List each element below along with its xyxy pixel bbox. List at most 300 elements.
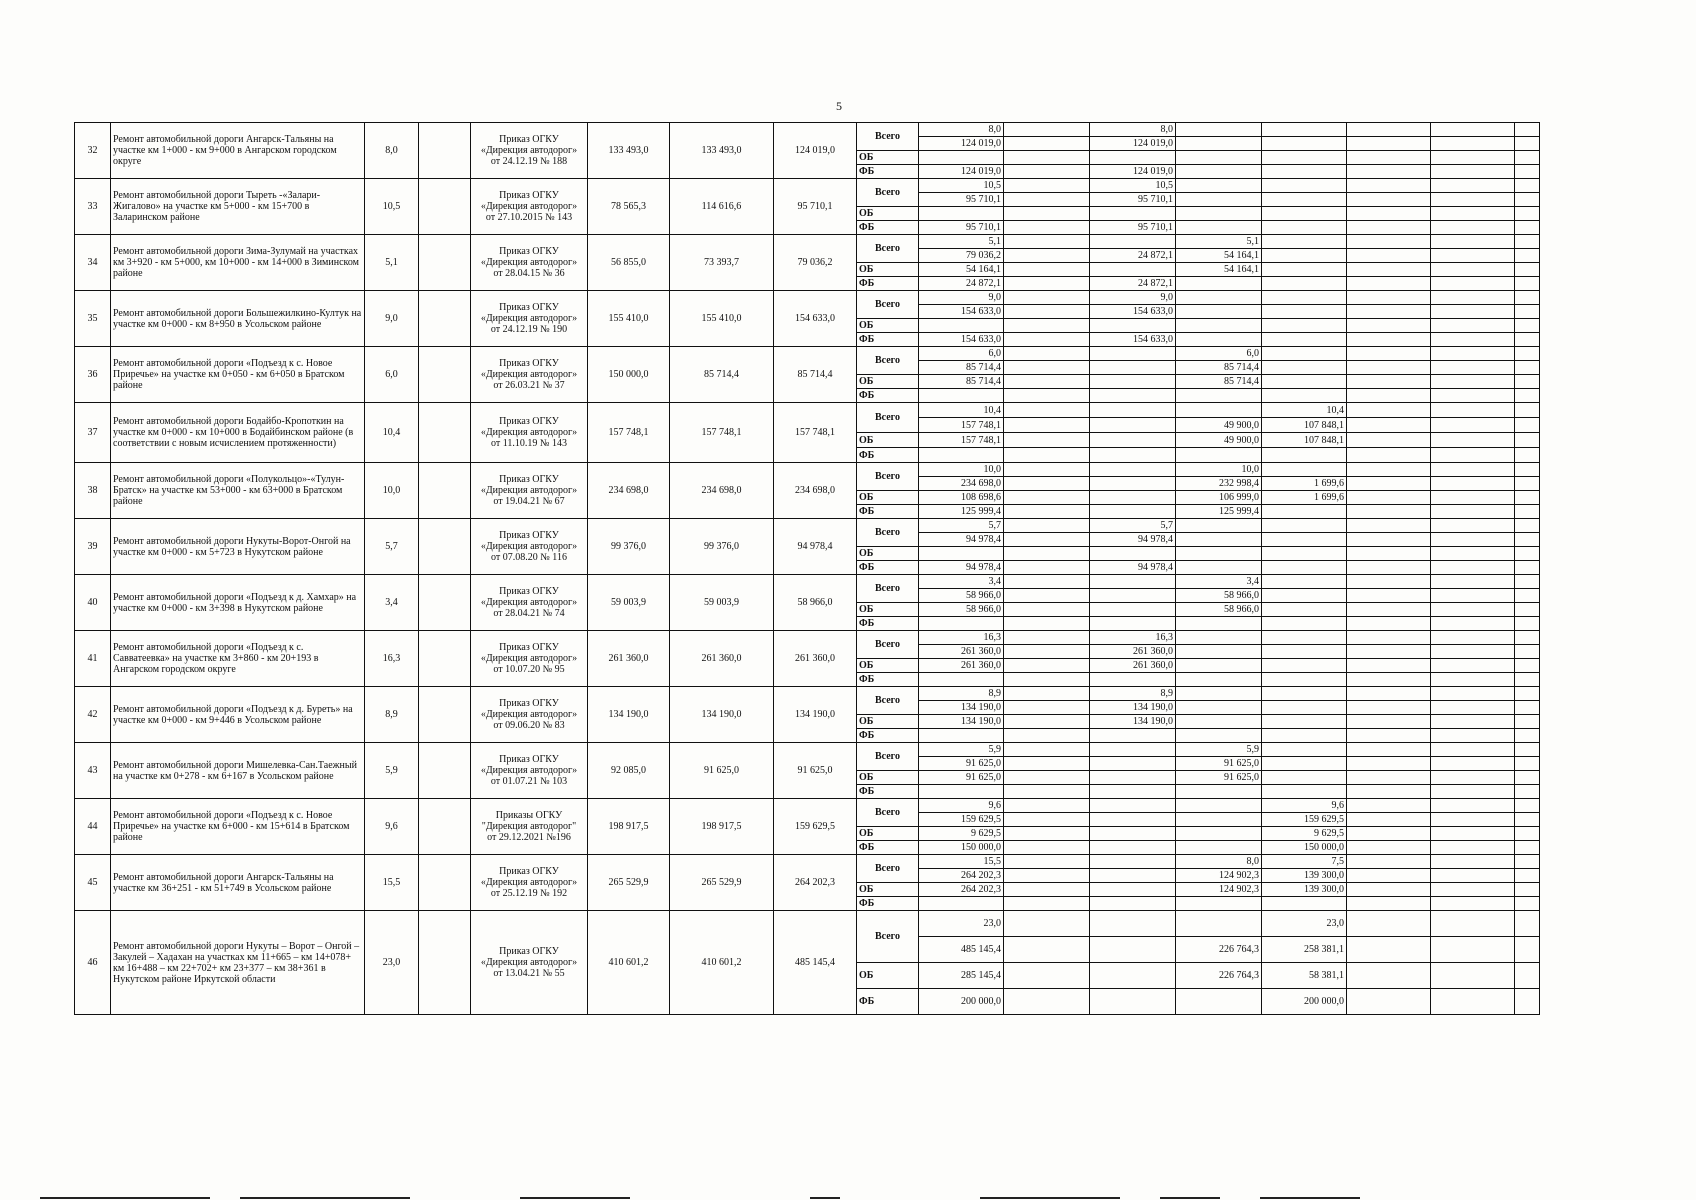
amount-cell	[919, 673, 1004, 687]
amount-cell	[1090, 743, 1176, 757]
funding-source-label: ОБ	[857, 491, 919, 505]
order-line: от 19.04.21 № 67	[493, 496, 565, 507]
amount-cell: 8,9	[919, 687, 1004, 701]
amount-cell	[1431, 519, 1515, 533]
amount-cell	[1004, 589, 1090, 603]
amount-cell	[1515, 207, 1540, 221]
value-1: 92 085,0	[588, 743, 670, 799]
amount-cell	[1176, 151, 1262, 165]
value-2: 134 190,0	[670, 687, 774, 743]
amount-cell	[1347, 151, 1431, 165]
amount-cell	[1431, 645, 1515, 659]
amount-cell	[1176, 631, 1262, 645]
funding-source-label: ОБ	[857, 433, 919, 448]
amount-cell	[1090, 547, 1176, 561]
amount-cell	[1176, 319, 1262, 333]
amount-cell	[1090, 347, 1176, 361]
order-line: от 11.10.19 № 143	[491, 438, 567, 449]
amount-cell: 154 633,0	[919, 333, 1004, 347]
amount-cell	[1262, 347, 1347, 361]
amount-cell	[1347, 389, 1431, 403]
amount-cell	[1262, 519, 1347, 533]
amount-cell	[1347, 659, 1431, 673]
amount-cell	[1176, 389, 1262, 403]
amount-cell	[1176, 533, 1262, 547]
amount-cell	[1004, 477, 1090, 491]
amount-cell	[1262, 221, 1347, 235]
amount-cell	[1431, 433, 1515, 448]
amount-cell	[1176, 813, 1262, 827]
amount-cell	[1090, 463, 1176, 477]
blank-cell	[419, 631, 471, 687]
amount-cell	[1090, 799, 1176, 813]
amount-cell	[1090, 897, 1176, 911]
amount-cell	[1347, 771, 1431, 785]
funding-source-label: ОБ	[857, 715, 919, 729]
amount-cell	[1090, 433, 1176, 448]
road-name: Ремонт автомобильной дороги «Подъезд к д. Хамхар» на участке км 0+000 - км 3+398 в Нукутском районе	[111, 575, 365, 631]
amount-cell: 23,0	[919, 911, 1004, 937]
order-reference	[471, 519, 588, 575]
amount-cell	[1431, 463, 1515, 477]
amount-cell	[1347, 813, 1431, 827]
amount-cell: 24 872,1	[919, 277, 1004, 291]
amount-cell	[1515, 249, 1540, 263]
amount-cell	[1262, 715, 1347, 729]
amount-cell	[1431, 263, 1515, 277]
value-1: 99 376,0	[588, 519, 670, 575]
amount-cell: 85 714,4	[919, 361, 1004, 375]
order-reference	[471, 347, 588, 403]
amount-cell	[1176, 277, 1262, 291]
amount-cell	[1431, 659, 1515, 673]
value-1: 265 529,9	[588, 855, 670, 911]
amount-cell	[1347, 883, 1431, 897]
amount-cell	[1431, 333, 1515, 347]
amount-cell	[1262, 277, 1347, 291]
amount-cell	[1515, 701, 1540, 715]
amount-cell	[1431, 123, 1515, 137]
amount-cell	[1004, 785, 1090, 799]
amount-cell	[1090, 403, 1176, 418]
funding-source-label: Всего	[857, 463, 919, 491]
amount-cell	[1347, 645, 1431, 659]
amount-cell	[1090, 757, 1176, 771]
table-row	[75, 631, 1540, 645]
funding-source-label: ФБ	[857, 165, 919, 179]
amount-cell	[1004, 375, 1090, 389]
amount-cell	[1431, 235, 1515, 249]
amount-cell	[1262, 743, 1347, 757]
amount-cell	[1515, 333, 1540, 347]
amount-cell	[1431, 277, 1515, 291]
amount-cell: 9,6	[919, 799, 1004, 813]
amount-cell: 159 629,5	[1262, 813, 1347, 827]
amount-cell: 95 710,1	[919, 193, 1004, 207]
amount-cell	[1515, 911, 1540, 937]
amount-cell	[1090, 263, 1176, 277]
amount-cell	[1176, 729, 1262, 743]
amount-cell	[1431, 687, 1515, 701]
amount-cell	[1262, 785, 1347, 799]
amount-cell	[1004, 603, 1090, 617]
amount-cell	[1431, 505, 1515, 519]
amount-cell	[1176, 333, 1262, 347]
amount-cell	[1262, 561, 1347, 575]
amount-cell: 54 164,1	[1176, 249, 1262, 263]
road-name: Ремонт автомобильной дороги «Подъезд к д. Буреть» на участке км 0+000 - км 9+446 в Усольском районе	[111, 687, 365, 743]
amount-cell	[919, 448, 1004, 463]
amount-cell	[1004, 673, 1090, 687]
amount-cell	[1515, 123, 1540, 137]
amount-cell	[1004, 813, 1090, 827]
funding-source-label: Всего	[857, 235, 919, 263]
funding-source-label: ФБ	[857, 673, 919, 687]
amount-cell	[1004, 305, 1090, 319]
order-line: Приказ ОГКУ	[499, 698, 559, 709]
order-line: от 10.07.20 № 95	[493, 664, 565, 675]
table-row	[75, 235, 1540, 249]
value-3: 94 978,4	[774, 519, 857, 575]
row-number: 39	[75, 519, 111, 575]
amount-cell	[1262, 687, 1347, 701]
amount-cell: 94 978,4	[1090, 561, 1176, 575]
amount-cell	[1431, 193, 1515, 207]
amount-cell	[1515, 463, 1540, 477]
amount-cell	[1176, 519, 1262, 533]
amount-cell	[1347, 165, 1431, 179]
amount-cell	[1347, 263, 1431, 277]
amount-cell	[1176, 123, 1262, 137]
amount-cell	[1515, 869, 1540, 883]
amount-cell	[1004, 869, 1090, 883]
amount-cell	[1347, 463, 1431, 477]
amount-cell	[1515, 418, 1540, 433]
amount-cell: 16,3	[919, 631, 1004, 645]
amount-cell	[1176, 841, 1262, 855]
amount-cell	[1004, 319, 1090, 333]
road-name: Ремонт автомобильной дороги Зима-Зулумай на участках км 3+920 - км 5+000, км 10+000 - км 14+000 в Зиминском районе	[111, 235, 365, 291]
amount-cell: 58 966,0	[1176, 603, 1262, 617]
amount-cell	[1347, 841, 1431, 855]
amount-cell	[1262, 757, 1347, 771]
amount-cell	[1004, 491, 1090, 505]
amount-cell	[1090, 911, 1176, 937]
funding-source-label: ОБ	[857, 263, 919, 277]
amount-cell	[1004, 505, 1090, 519]
order-line: от 26.03.21 № 37	[493, 380, 565, 391]
order-line: «Дирекция автодорог»	[480, 765, 578, 776]
amount-cell	[1262, 631, 1347, 645]
amount-cell	[919, 729, 1004, 743]
amount-cell: 58 966,0	[919, 589, 1004, 603]
amount-cell	[1431, 589, 1515, 603]
amount-cell	[1347, 347, 1431, 361]
order-line: Приказ ОГКУ	[499, 946, 559, 957]
amount-cell: 5,1	[919, 235, 1004, 249]
amount-cell	[1262, 249, 1347, 263]
amount-cell	[1515, 403, 1540, 418]
amount-cell	[1431, 799, 1515, 813]
amount-cell	[1262, 389, 1347, 403]
amount-cell	[1347, 193, 1431, 207]
amount-cell	[1431, 137, 1515, 151]
amount-cell	[1347, 687, 1431, 701]
order-line: от 27.10.2015 № 143	[485, 212, 573, 223]
amount-cell	[1176, 165, 1262, 179]
funding-source-label: Всего	[857, 403, 919, 433]
funding-source-label: ОБ	[857, 883, 919, 897]
road-name: Ремонт автомобильной дороги Бодайбо-Кропоткин на участке км 0+000 - км 10+000 в Бодайбинском районе (в соответствии с новым исчислением протяженности)	[111, 403, 365, 463]
amount-cell	[1347, 937, 1431, 963]
amount-cell: 8,0	[919, 123, 1004, 137]
row-number: 44	[75, 799, 111, 855]
funding-source-label: Всего	[857, 743, 919, 771]
order-line: «Дирекция автодорог»	[480, 369, 578, 380]
amount-cell	[1431, 165, 1515, 179]
amount-cell	[1347, 989, 1431, 1015]
amount-cell: 134 190,0	[919, 701, 1004, 715]
amount-cell	[1515, 575, 1540, 589]
amount-cell	[1431, 491, 1515, 505]
amount-cell: 285 145,4	[919, 963, 1004, 989]
amount-cell	[1431, 701, 1515, 715]
amount-cell: 23,0	[1262, 911, 1347, 937]
order-reference	[471, 743, 588, 799]
funding-source-label: ФБ	[857, 333, 919, 347]
funding-source-label: ФБ	[857, 785, 919, 799]
amount-cell: 94 978,4	[1090, 533, 1176, 547]
road-length: 9,0	[365, 291, 419, 347]
amount-cell: 159 629,5	[919, 813, 1004, 827]
value-2: 410 601,2	[670, 911, 774, 1015]
amount-cell	[1262, 448, 1347, 463]
amount-cell: 5,7	[919, 519, 1004, 533]
amount-cell	[1515, 687, 1540, 701]
amount-cell: 85 714,4	[1176, 361, 1262, 375]
order-line: «Дирекция автодорог»	[480, 957, 578, 968]
amount-cell	[1515, 235, 1540, 249]
order-reference	[471, 575, 588, 631]
amount-cell	[1090, 869, 1176, 883]
amount-cell	[1004, 575, 1090, 589]
funding-source-label: Всего	[857, 179, 919, 207]
amount-cell	[1176, 989, 1262, 1015]
amount-cell: 264 202,3	[919, 869, 1004, 883]
funding-source-label: ОБ	[857, 151, 919, 165]
amount-cell	[1347, 785, 1431, 799]
funding-source-label: Всего	[857, 855, 919, 883]
amount-cell	[1515, 989, 1540, 1015]
amount-cell	[1004, 645, 1090, 659]
order-line: от 09.06.20 № 83	[493, 720, 565, 731]
amount-cell	[1004, 757, 1090, 771]
amount-cell: 9 629,5	[919, 827, 1004, 841]
road-length: 8,0	[365, 123, 419, 179]
value-2: 261 360,0	[670, 631, 774, 687]
amount-cell: 5,1	[1176, 235, 1262, 249]
blank-cell	[419, 687, 471, 743]
amount-cell	[1262, 319, 1347, 333]
amount-cell	[1262, 137, 1347, 151]
amount-cell	[1431, 743, 1515, 757]
amount-cell	[1004, 291, 1090, 305]
funding-source-label: Всего	[857, 687, 919, 715]
road-name: Ремонт автомобильной дороги Большежилкино-Култук на участке км 0+000 - км 8+950 в Усольском районе	[111, 291, 365, 347]
blank-cell	[419, 743, 471, 799]
amount-cell	[1431, 617, 1515, 631]
amount-cell	[1004, 235, 1090, 249]
amount-cell	[1515, 785, 1540, 799]
amount-cell	[1347, 855, 1431, 869]
blank-cell	[419, 403, 471, 463]
value-2: 155 410,0	[670, 291, 774, 347]
amount-cell	[1176, 799, 1262, 813]
amount-cell	[1347, 631, 1431, 645]
table-row	[75, 463, 1540, 477]
road-name: Ремонт автомобильной дороги Ангарск-Тальяны на участке км 36+251 - км 51+749 в Усольском районе	[111, 855, 365, 911]
amount-cell	[1262, 165, 1347, 179]
amount-cell	[1347, 403, 1431, 418]
amount-cell	[1004, 418, 1090, 433]
value-1: 78 565,3	[588, 179, 670, 235]
order-line: от 07.08.20 № 116	[491, 552, 567, 563]
value-2: 91 625,0	[670, 743, 774, 799]
order-line: от 25.12.19 № 192	[490, 888, 568, 899]
value-1: 56 855,0	[588, 235, 670, 291]
order-reference	[471, 687, 588, 743]
row-number: 37	[75, 403, 111, 463]
amount-cell	[1176, 715, 1262, 729]
amount-cell: 124 902,3	[1176, 869, 1262, 883]
amount-cell	[1004, 631, 1090, 645]
value-2: 73 393,7	[670, 235, 774, 291]
amount-cell	[1347, 291, 1431, 305]
road-length: 10,5	[365, 179, 419, 235]
amount-cell	[1515, 151, 1540, 165]
value-2: 157 748,1	[670, 403, 774, 463]
amount-cell	[1262, 179, 1347, 193]
amount-cell	[1431, 715, 1515, 729]
amount-cell	[1347, 433, 1431, 448]
amount-cell	[1262, 645, 1347, 659]
road-name: Ремонт автомобильной дороги «Полукольцо»-«Тулун-Братск» на участке км 53+000 - км 63+000 в Братском районе	[111, 463, 365, 519]
order-line: «Дирекция автодорог»	[480, 201, 578, 212]
order-reference	[471, 855, 588, 911]
order-line: «Дирекция автодорог»	[480, 877, 578, 888]
value-1: 134 190,0	[588, 687, 670, 743]
amount-cell	[1090, 827, 1176, 841]
amount-cell	[1090, 785, 1176, 799]
amount-cell	[1176, 305, 1262, 319]
amount-cell: 261 360,0	[1090, 659, 1176, 673]
order-line: «Дирекция автодорог»	[480, 597, 578, 608]
amount-cell	[1347, 729, 1431, 743]
amount-cell	[1431, 771, 1515, 785]
amount-cell	[919, 389, 1004, 403]
amount-cell	[1004, 963, 1090, 989]
blank-cell	[419, 123, 471, 179]
amount-cell	[1347, 575, 1431, 589]
amount-cell: 10,5	[919, 179, 1004, 193]
amount-cell	[919, 319, 1004, 333]
amount-cell	[1431, 533, 1515, 547]
amount-cell	[1004, 361, 1090, 375]
amount-cell	[1176, 659, 1262, 673]
amount-cell	[1431, 813, 1515, 827]
amount-cell: 9,0	[1090, 291, 1176, 305]
amount-cell: 85 714,4	[1176, 375, 1262, 389]
amount-cell: 154 633,0	[1090, 305, 1176, 319]
road-length: 10,4	[365, 403, 419, 463]
amount-cell: 154 633,0	[919, 305, 1004, 319]
amount-cell	[1347, 361, 1431, 375]
amount-cell	[1004, 519, 1090, 533]
amount-cell	[1004, 221, 1090, 235]
order-reference	[471, 235, 588, 291]
amount-cell	[1431, 911, 1515, 937]
order-line: Приказ ОГКУ	[499, 474, 559, 485]
amount-cell: 124 019,0	[1090, 165, 1176, 179]
amount-cell: 49 900,0	[1176, 418, 1262, 433]
amount-cell	[1347, 743, 1431, 757]
order-reference	[471, 179, 588, 235]
blank-cell	[419, 855, 471, 911]
amount-cell	[1176, 291, 1262, 305]
amount-cell: 8,9	[1090, 687, 1176, 701]
amount-cell	[1431, 361, 1515, 375]
amount-cell	[1347, 179, 1431, 193]
amount-cell	[1431, 989, 1515, 1015]
amount-cell: 107 848,1	[1262, 433, 1347, 448]
amount-cell	[1347, 547, 1431, 561]
amount-cell	[1347, 869, 1431, 883]
amount-cell	[1262, 617, 1347, 631]
amount-cell	[1347, 533, 1431, 547]
order-reference	[471, 631, 588, 687]
funding-source-label: Всего	[857, 911, 919, 963]
amount-cell	[1090, 617, 1176, 631]
amount-cell	[1515, 827, 1540, 841]
amount-cell	[1515, 505, 1540, 519]
order-line: Приказ ОГКУ	[499, 866, 559, 877]
order-line: Приказ ОГКУ	[499, 358, 559, 369]
amount-cell	[1347, 911, 1431, 937]
table-row	[75, 855, 1540, 869]
amount-cell	[1176, 547, 1262, 561]
order-reference	[471, 123, 588, 179]
row-number: 43	[75, 743, 111, 799]
amount-cell: 226 764,3	[1176, 963, 1262, 989]
order-reference	[471, 911, 588, 1015]
amount-cell	[1176, 617, 1262, 631]
amount-cell	[1176, 785, 1262, 799]
value-1: 155 410,0	[588, 291, 670, 347]
order-line: от 28.04.21 № 74	[493, 608, 565, 619]
amount-cell	[1515, 937, 1540, 963]
amount-cell	[919, 617, 1004, 631]
amount-cell	[1090, 589, 1176, 603]
amount-cell: 150 000,0	[919, 841, 1004, 855]
amount-cell	[1515, 491, 1540, 505]
amount-cell	[1262, 123, 1347, 137]
amount-cell	[1090, 771, 1176, 785]
amount-cell	[1431, 375, 1515, 389]
amount-cell	[1515, 841, 1540, 855]
amount-cell	[1431, 827, 1515, 841]
amount-cell	[1090, 989, 1176, 1015]
blank-cell	[419, 911, 471, 1015]
